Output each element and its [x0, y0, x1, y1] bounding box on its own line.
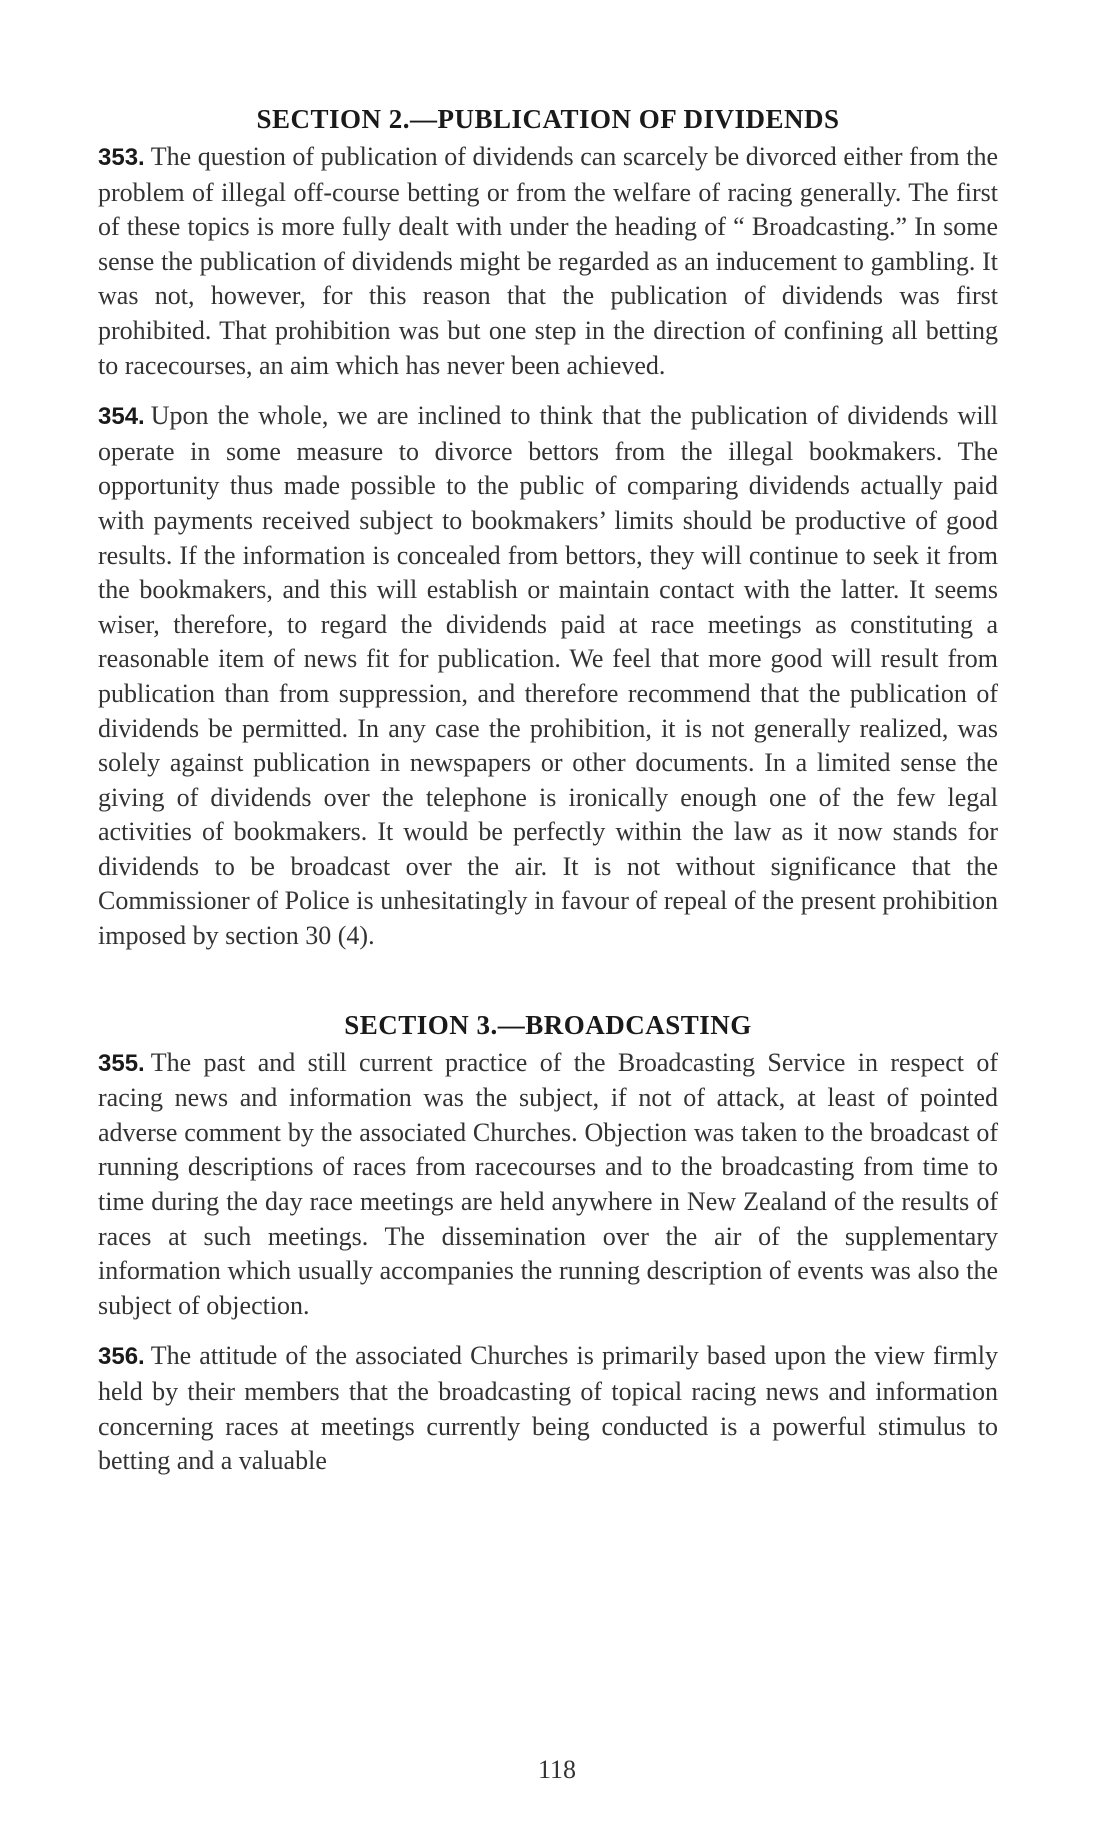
paragraph-number: 354. — [98, 403, 145, 431]
paragraph-356 — [98, 1339, 998, 1478]
section-2-heading: SECTION 2.—PUBLICATION OF DIVIDENDS — [256, 104, 840, 134]
paragraph-text: The question of publication of dividends can scarcely be divorced either from the problem of illegal off-course betting or from the welfare of racing generally. The first of these topics is more fully dealt with under the heading of “ Broadcasting.” In some sense the publication of dividends might be regarded as an inducement to gambling. It was not, however, for this reason that the publication of dividends was first prohibited. That prohibition was but one step in the direction of confining all betting to racecourses, an aim which has never been achieved. — [98, 142, 998, 380]
paragraph-355 — [98, 1046, 998, 1324]
section-3-heading: SECTION 3.—BROADCASTING — [344, 1009, 752, 1040]
paragraph-354 — [98, 399, 998, 954]
paragraph-number: 356. — [98, 1343, 145, 1371]
paragraph-text: The past and still current practice of the Broadcasting Service in respect of racing news and information was the subject, if not of attack, at least of pointed adverse comment by the associated Churches. Objection was taken to the broadcast of running descriptions of races from racecourses and to the broadcasting from time to time during the day race meetings are held anywhere in New Zealand of the results of races at such meetings. The dissemination over the air of the supplementary information which usually accompanies the running description of events was also the subject of objection. — [98, 1047, 998, 1320]
paragraph-text: Upon the whole, we are inclined to think that the publication of dividends will operate in some measure to divorce bettors from the illegal bookmakers. The opportunity thus made possible to the public of comparing dividends actually paid with payments received subject to bookmakers’ limits should be productive of good results. If the information is concealed from bettors, they will continue to seek it from the bookmakers, and this will establish or maintain contact with the latter. It seems wiser, therefore, to regard the dividends paid at race meetings as constituting a reasonable item of news fit for publication. We feel that more good will result from publication than from suppression, and therefore recommend that the publication of dividends be permitted. In any case the prohibition, it is not generally realized, was solely against publication in newspapers or other documents. In a limited sense the giving of dividends over the telephone is ironically enough one of the few legal activities of bookmakers. It would be perfectly within the law as it now stands for dividends to be broadcast over the air. It is not without significance that the Commissioner of Police is unhesitatingly in favour of repeal of the present prohibition imposed by section 30 (4). — [98, 401, 998, 951]
paragraph-number: 353. — [98, 144, 145, 171]
paragraph-353 — [98, 140, 998, 383]
paragraph-text: The attitude of the associated Churches is primarily based upon the view firmly held by their members that the broadcasting of topical racing news and information concerning races at meetings currently being conducted is a powerful stimulus to betting and a valuable — [98, 1341, 998, 1476]
document-page — [98, 100, 998, 1495]
section-spacer — [98, 970, 998, 1006]
paragraph-number: 355. — [98, 1049, 145, 1077]
page-number: 118 — [537, 1755, 577, 1784]
